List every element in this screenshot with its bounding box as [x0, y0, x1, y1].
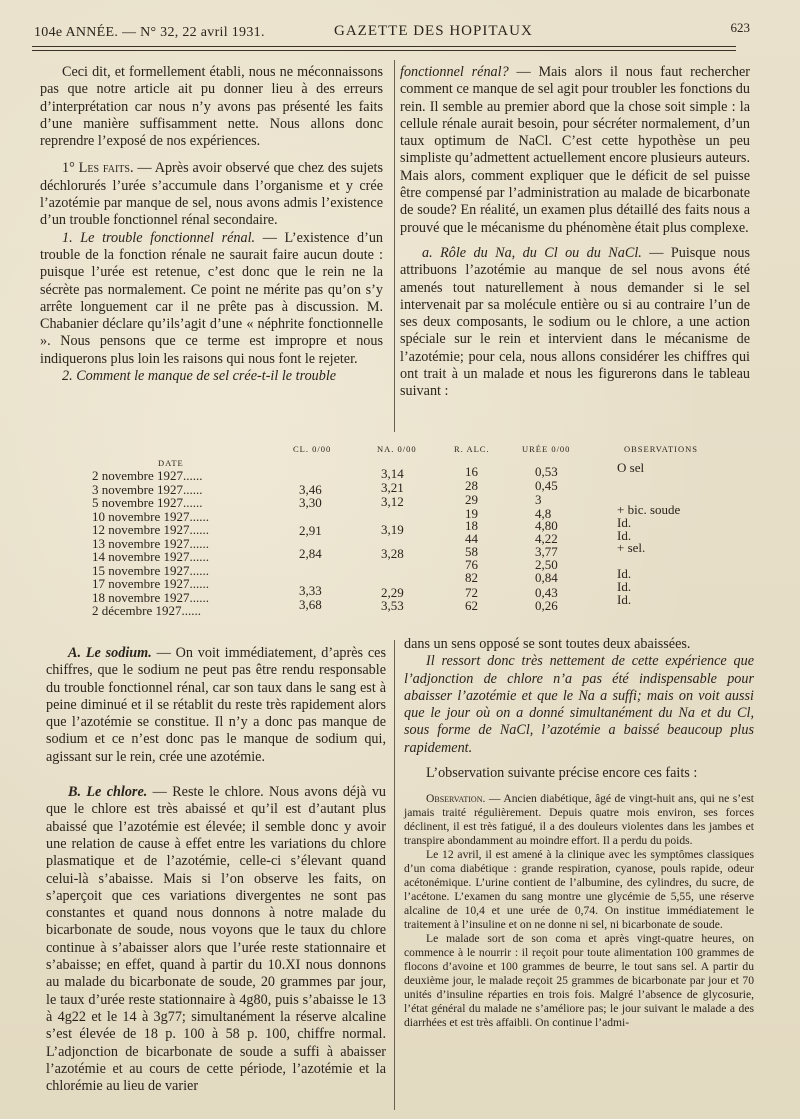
table-cell-uree: 0,53 [535, 464, 558, 479]
table-cell-ralc: 62 [465, 598, 478, 613]
table-header-ralc: R. ALC. [454, 444, 490, 454]
left-column-bottom [46, 645, 386, 1095]
table-cell-na: 3,53 [381, 598, 404, 613]
table-cell-na: 3,12 [381, 494, 404, 509]
observation-block [404, 792, 754, 1030]
column-divider-bottom [394, 640, 395, 1110]
table-cell-na: 3,14 [381, 466, 404, 481]
observation-paragraph-1 [404, 792, 754, 848]
table-date: 14 novembre 1927...... [92, 549, 209, 564]
observation-text-1: — Ancien diabétique, âgé de vingt-huit ans, qui ne s’est jamais traité régulièrement. Depuis quatre mois environ, ses forces déclinent, il est très fatigué, il a des douleurs violentes dans les jambes et transpire abondamment au moindre effort. Il a perdu du poids. [404, 792, 754, 848]
table-cell-obs: + bic. soude [617, 502, 681, 517]
table-cell-ralc: 44 [465, 531, 478, 546]
table-cell-ralc: 19 [465, 506, 478, 521]
trouble-heading: 1. Le trouble fonctionnel rénal. [62, 229, 256, 246]
table-cell-uree: 4,8 [535, 506, 552, 521]
conclusion-paragraph: Il ressort donc très nettement de cette expérience que l’adjonction de chlore n’a pas été indispensable pour abaisser l’azotémie et que le Na a suffi; mais on voit aussi que le jour où on a donné simultanément du Na et du Cl, sous forme de NaCl, l’azotémie a baissé beaucoup plus rapidement. [404, 653, 754, 756]
table-cell-ralc: 76 [465, 557, 478, 572]
table-cell-ralc: 29 [465, 492, 478, 507]
page-number: 623 [730, 20, 750, 35]
table-dates [92, 469, 209, 618]
table-cell-uree: 3 [535, 492, 542, 507]
question-heading: 2. Comment le manque de sel crée-t-il le trouble [62, 368, 337, 385]
observation-paragraph-3: Le malade sort de son coma et après vingt-quatre heures, on commence à le nourrir : il reçoit pour toute alimentation 100 grammes de flocons d’avoine et 100 grammes de beurre, le tout sans sel. A partir du deuxième jour, le malade reçoit 25 grammes de bicarbonate par jour et 70 unités d’insuline réparties en trois fois. Malgré l’absence de glycosurie, l’état général du malade ne s’améliore pas; le jour suivant le malade a des diarrhées et est très affaibli. On continue l’admi- [404, 932, 754, 1030]
rein-text: — Mais alors il nous faut rechercher comment ce manque de sel agit pour troubler les fonctions du rein. Il semble au premier abord que la chose soit simple : la cellule rénale aurait besoin, pour sécréter normalement, d’un taux optimum de NaCl. C’est cette hypothèse un peu simpliste qu’admettent actuellement encore plusieurs auteurs. Mais alors, comment expliquer que le déficit de sel puisse être compensé par l’administration au malade de bicarbonate de soude? En réalité, un examen plus détaillé des faits nous a prouvé que le mécanisme du phénomène était plus complexe. [400, 64, 750, 236]
trouble-paragraph [40, 230, 383, 368]
table-date: 17 novembre 1927...... [92, 576, 209, 591]
header-rule [32, 46, 736, 47]
table-date: 5 novembre 1927...... [92, 495, 203, 510]
chlore-text: — Reste le chlore. Nous avons déjà vu que le chlore est très abaissé et qu’il est d’autant plus abaissé que l’azotémie est élevée; il semble donc y avoir une relation de cause à effet entre les variations du chlore plasmatique et de l’azotémie, celle-ci s’élevant quand celui-là s’abaisse. Mais si l’on observe les faits, on s’aperçoit que ces variations divergentes ne sont pas constantes et quand nous donnons à notre malade du bicarbonate de soude, nous voyons que le taux du chlore continue à s’abaisser alors que l’urée reste stationnaire et s’abaisse; en effet, quand à partir du 10.XI nous donnons au malade du bicarbonate de soude, 20 grammes par jour, le taux d’urée reste stationnaire à 4g80, puis s’abaisse le 13 à 4g22 et le 14 à 3g77; simultanément la réserve alcaline s’est élevée de 18 p. 100 à 58 p. 100, chiffre normal. L’adjonction de bicarbonate de soude a suffi à abaisser l’azotémie et au cours de cette période, l’azotémie et la chlorémie au lieu de varier [46, 784, 387, 1095]
table-header-uree: URÉE 0/00 [522, 444, 571, 454]
table-date: 15 novembre 1927...... [92, 562, 209, 578]
table-cell-na: 3,28 [381, 546, 404, 561]
table-cell-ralc: 28 [465, 478, 478, 493]
rein-heading: fonctionnel rénal? [400, 64, 509, 80]
facts-paragraph [40, 160, 383, 229]
table-cell-cl: 3,68 [299, 597, 322, 612]
table-header-cl: CL. 0/00 [293, 444, 332, 454]
table-date: 2 novembre 1927...... [92, 468, 203, 483]
table-cell-obs: + sel. [617, 540, 646, 555]
chlore-paragraph [46, 784, 386, 1095]
abaissees-paragraph: dans un sens opposé se sont toutes deux abaissées. [404, 636, 691, 652]
table-cell-na: 2,29 [381, 585, 404, 600]
rein-paragraph [400, 64, 750, 237]
table-cell-uree: 2,50 [535, 557, 558, 572]
table-cell-cl: 3,46 [299, 482, 322, 497]
observation-paragraph-2: Le 12 avril, il est amené à la clinique avec les symptômes classiques d’un coma diabétique : grande respiration, cyanose, pouls rapide, odeur acétonémique. L’urine contient de l’albumine, des cylindres, du sucre, de l’acétone. L’examen du sang montre une glycémie de 5,55, une réserve alcaline de 10,4 et une urée de 0,74. On institue immédiatement le traitement à l’insuline et on ne donne ni sel, ni bicarbonate de soude. [404, 848, 754, 932]
table-cell-ralc: 16 [465, 464, 478, 479]
table-cell-uree: 0,45 [535, 478, 558, 493]
table-header-date: DATE [158, 458, 184, 468]
left-column-top [40, 64, 383, 385]
table-cell-uree: 0,43 [535, 585, 558, 600]
page-header [34, 20, 750, 46]
facts-text: — Après avoir observé que chez des sujets déchlorurés l’urée s’accumule dans l’organisme et y crée l’azotémie par manque de sel, nous avons admis l’existence d’un trouble fonctionnel rénal secondaire. [40, 160, 383, 229]
table-cell-obs: O sel [617, 460, 645, 475]
sodium-text: — On voit immédiatement, d’après ces chiffres, que le sodium ne peut pas être rendu responsable du trouble fonctionnel rénal, car son taux dans le sang est à peine diminué et il se rétablit du reste très rapidement alors que l’azotémie se constitue. Il n’y a donc pas manque de sodium et ce n’est donc pas le manque de sodium qui, agissant sur le rein, crée une azotémie. [46, 645, 386, 765]
sodium-heading: A. Le sodium. [68, 645, 152, 661]
journal-title: GAZETTE DES HOPITAUX [334, 23, 533, 39]
table-cell-uree: 4,22 [535, 531, 558, 546]
issue-info: 104e ANNÉE. — N° 32, 22 avril 1931. [34, 25, 265, 40]
table-cell-ralc: 72 [465, 585, 478, 600]
table-header-na: NA. 0/00 [377, 444, 417, 454]
column-divider-top [394, 60, 395, 432]
table-cell-obs: Id. [617, 528, 632, 543]
sodium-paragraph [46, 645, 386, 766]
table-date: 18 novembre 1927...... [92, 589, 209, 605]
header-rule-thin [32, 50, 736, 51]
role-heading: a. Rôle du Na, du Cl ou du NaCl. [422, 244, 642, 261]
table-date: 13 novembre 1927...... [92, 535, 209, 551]
table-cell-ralc: 18 [465, 518, 478, 533]
table-cell-na: 3,19 [381, 522, 404, 537]
observation-intro: L’observation suivante précise encore ces faits : [426, 765, 698, 782]
facts-heading: 1° Les faits. [62, 160, 134, 177]
table-cell-ralc: 58 [465, 544, 478, 559]
right-column-bottom [404, 636, 754, 1030]
table-cell-uree: 4,80 [535, 518, 558, 533]
chlore-heading: B. Le chlore. [68, 784, 148, 801]
table-cell-uree: 3,77 [535, 544, 558, 559]
table-cell-uree: 0,84 [535, 570, 558, 585]
table-date: 2 décembre 1927...... [92, 603, 202, 618]
table-date: 3 novembre 1927...... [92, 481, 203, 497]
observation-heading: Observation. [426, 792, 486, 806]
table-cell-cl: 3,33 [299, 583, 322, 598]
table-cell-cl: 2,91 [299, 523, 322, 538]
table-header-observations: OBSERVATIONS [624, 444, 698, 454]
table-cell-obs: Id. [617, 592, 632, 607]
table-cell-obs: Id. [617, 515, 632, 530]
role-paragraph [400, 245, 750, 401]
role-text: — Puisque nous attribuons l’azotémie au manque de sel nous avons été amenés tout naturellement à nous demander si le sel intervenait par sa molécule entière ou si au contraire l’un de ses deux composants, le sodium ou le chlore, a une action spéciale sur le rein et intervient dans le mécanisme de l’azotémie; pour cela, nous allons considérer les chiffres qui ont trait à un malade et nous les figurerons dans le tableau suivant : [400, 244, 751, 400]
trouble-text: — L’existence d’un trouble de la fonction rénale ne saurait faire aucun doute : puisque l’urée est retenue, c’est donc que le rein ne la sécrète pas normalement. Ce point ne mérite pas qu’on s’y arrête longuement car il ne prête pas à discussion. M. Chabanier déclare qu’ils’agit d’une « néphrite fonctionnelle ». Nous pensons que ce terme est impropre et nous indiquerons plus loin les raisons qui nous font le rejeter. [40, 229, 384, 367]
table-cell-uree: 0,26 [535, 598, 558, 613]
table-cell-obs: Id. [617, 566, 632, 581]
table-date: 12 novembre 1927...... [92, 522, 209, 537]
right-column-top [400, 64, 750, 401]
intro-paragraph: Ceci dit, et formellement établi, nous ne méconnaissons pas que notre article ait pu donner lieu à des erreurs d’interprétation car nous n’y avons pas présenté les faits d’une manière suffisamment nette. Nous allons donc reprendre l’exposé de nos expériences. [40, 64, 383, 150]
table-cell-obs: Id. [617, 579, 632, 594]
table-date: 10 novembre 1927...... [92, 508, 209, 524]
table-cell-cl: 2,84 [299, 546, 322, 561]
data-table [92, 444, 742, 624]
table-cell-ralc: 82 [465, 570, 478, 585]
table-cell-na: 3,21 [381, 480, 404, 495]
table-cell-cl: 3,30 [299, 495, 322, 510]
